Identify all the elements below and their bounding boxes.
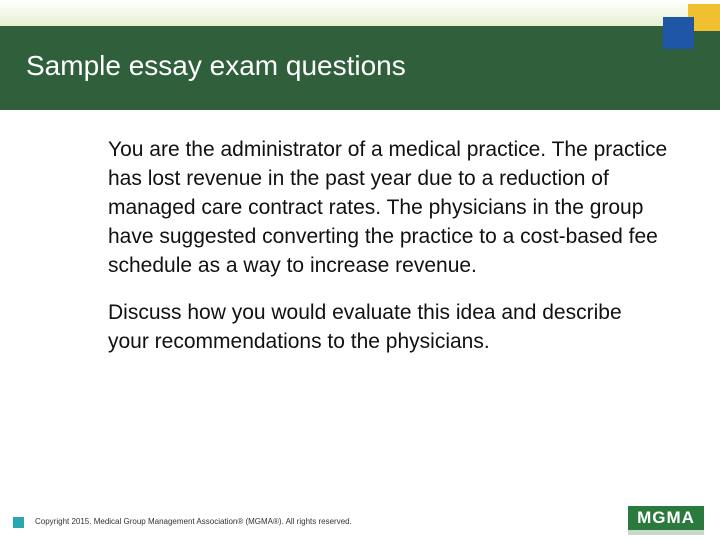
copyright-notice: Copyright 2015. Medical Group Management Association® (MGMA®). All rights reserved. xyxy=(35,517,352,526)
top-gradient-strip xyxy=(0,0,720,26)
mgma-logo xyxy=(628,506,704,530)
question-paragraph-1: You are the administrator of a medical practice. The practice has lost revenue in the past year due to a reduction of managed care contract rates. The physicians in the group have suggested converting the practice to a cost-based fee schedule as a way to increase revenue. xyxy=(108,138,668,277)
slide-body xyxy=(108,135,668,356)
decorative-blue-square xyxy=(663,17,694,49)
mgma-logo-tagline-bar xyxy=(628,530,704,535)
footer-square-icon xyxy=(13,517,24,528)
slide-title: Sample essay exam questions xyxy=(26,50,406,81)
mgma-logo-text: MGMA xyxy=(637,508,695,527)
question-paragraph-2: Discuss how you would evaluate this idea and describe your recommendations to the physicians. xyxy=(108,301,622,353)
